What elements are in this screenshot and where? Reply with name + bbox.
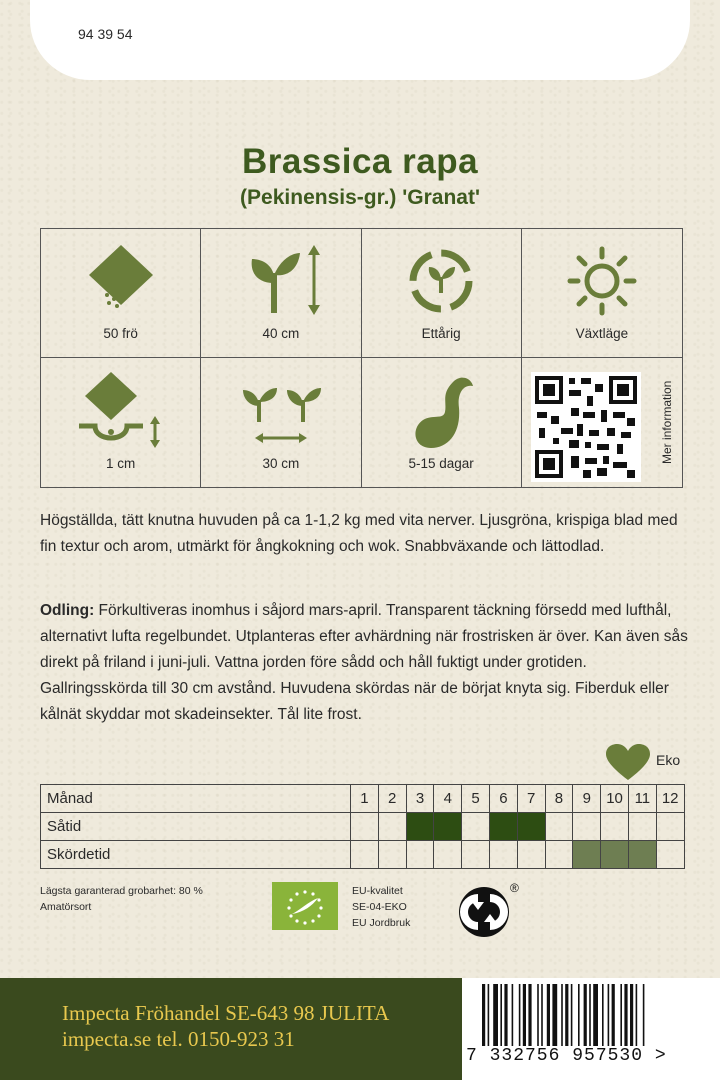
info-cell-lifecycle xyxy=(362,229,522,358)
barcode-bar xyxy=(578,984,580,1046)
harvest-row xyxy=(41,841,685,869)
annual-cycle-icon xyxy=(401,243,481,318)
title-block xyxy=(0,142,720,210)
sun-icon xyxy=(562,243,642,318)
footer-contact xyxy=(62,1000,389,1052)
barcode-bar xyxy=(630,984,633,1046)
barcode-block xyxy=(462,978,720,1080)
calendar-header: Månad xyxy=(41,785,351,813)
barcode-bar xyxy=(565,984,568,1046)
harvest-month-9 xyxy=(573,841,601,869)
barcode-bar xyxy=(512,984,514,1046)
barcode-bar xyxy=(624,984,627,1046)
sowing-month-8 xyxy=(545,813,573,841)
footer-address: Impecta Fröhandel SE-643 98 JULITA xyxy=(62,1001,390,1025)
barcode-icon xyxy=(480,984,680,1046)
article-number: 94 39 54 xyxy=(78,26,133,42)
month-1: 1 xyxy=(351,785,379,813)
sowing-month-6 xyxy=(489,813,517,841)
sowing-month-2 xyxy=(378,813,406,841)
variety-description: Högställda, tätt knutna huvuden på ca 1-1,2 kg med vita nerver. Ljusgröna, krispiga blad med fin textur och arom, utmärkt för ångkokning och wok. Snabbväxande och lättodlad. xyxy=(40,512,678,555)
harvest-month-10 xyxy=(601,841,629,869)
depth-label: 1 cm xyxy=(105,456,136,471)
barcode-bar xyxy=(523,984,526,1046)
seed-packet-icon xyxy=(81,243,161,313)
harvest-month-12 xyxy=(656,841,684,869)
spacing-label: 30 cm xyxy=(262,456,300,471)
plant-spacing-icon xyxy=(231,372,331,452)
harvest-month-5 xyxy=(462,841,490,869)
cultivation-text: Förkultiveras inomhus i såjord mars-april. Transparent täckning försedd med lufthål, alternativt lufta regelbundet. Utplanteras efter avhärdning när frostrisken är över. Kan även sås direkt på friland i juni-juli. Vattna jorden före sådd och håll fuktigt under grotiden. Gallringsskörda till 30 cm avstånd. Huvudena skördas när de börjat knyta sig. Fiberduk eller kålnät skyddar mot skadeinsekter. Tål lite frost. xyxy=(40,602,688,723)
barcode-bar xyxy=(482,984,485,1046)
germination-rate: Lägsta garanterad grobarhet: 80 % xyxy=(40,885,203,897)
cultivation-paragraph xyxy=(40,598,695,728)
barcode-bar xyxy=(593,984,598,1046)
info-cell-depth xyxy=(41,358,201,487)
green-dot-recycle-icon xyxy=(456,880,520,944)
registered-mark: ® xyxy=(510,881,519,895)
sowing-row xyxy=(41,813,685,841)
info-cell-spacing xyxy=(201,358,361,487)
sowing-month-1 xyxy=(351,813,379,841)
sowing-depth-icon xyxy=(71,372,171,452)
sowing-month-10 xyxy=(601,813,629,841)
harvest-month-8 xyxy=(545,841,573,869)
month-7: 7 xyxy=(517,785,545,813)
month-10: 10 xyxy=(601,785,629,813)
harvest-month-3 xyxy=(406,841,434,869)
month-8: 8 xyxy=(545,785,573,813)
calendar-header-row xyxy=(41,785,685,813)
barcode-bar xyxy=(602,984,604,1046)
harvest-month-1 xyxy=(351,841,379,869)
barcode-bar xyxy=(552,984,557,1046)
barcode-bar xyxy=(528,984,531,1046)
barcode-bar xyxy=(519,984,521,1046)
sowing-month-7 xyxy=(517,813,545,841)
info-cell-position xyxy=(522,229,682,358)
sowing-month-4 xyxy=(434,813,462,841)
barcode-bar xyxy=(643,984,645,1046)
sowing-row-label: Såtid xyxy=(41,813,351,841)
barcode-bar xyxy=(493,984,498,1046)
info-icon-grid xyxy=(40,228,683,488)
info-cell-height xyxy=(201,229,361,358)
barcode-bar xyxy=(541,984,543,1046)
month-11: 11 xyxy=(628,785,656,813)
sowing-month-11 xyxy=(628,813,656,841)
qr-code-icon[interactable] xyxy=(531,372,641,482)
eu-quality: EU-kvalitet xyxy=(352,885,403,897)
barcode-bar xyxy=(636,984,638,1046)
barcode-bar xyxy=(547,984,550,1046)
month-9: 9 xyxy=(573,785,601,813)
cultivation-label: Odling: xyxy=(40,602,95,619)
barcode-bar xyxy=(571,984,573,1046)
heart-icon xyxy=(606,744,650,780)
barcode-number: 7 332756 957530 > xyxy=(466,1046,667,1066)
info-cell-germination xyxy=(362,358,522,487)
sowing-month-5 xyxy=(462,813,490,841)
eko-label: Eko xyxy=(656,752,681,768)
barcode-bar xyxy=(620,984,622,1046)
barcode-bar xyxy=(584,984,587,1046)
barcode-bar xyxy=(537,984,539,1046)
month-3: 3 xyxy=(406,785,434,813)
barcode-bar xyxy=(589,984,591,1046)
eu-organic-logo xyxy=(272,882,338,930)
barcode-bar xyxy=(500,984,502,1046)
species-title: Brassica rapa xyxy=(241,142,479,181)
barcode-bar xyxy=(504,984,507,1046)
amateur-variety: Amatörsort xyxy=(40,901,92,913)
harvest-month-6 xyxy=(489,841,517,869)
month-2: 2 xyxy=(378,785,406,813)
harvest-month-4 xyxy=(434,841,462,869)
info-cell-seeds xyxy=(41,229,201,358)
germination-icon xyxy=(401,372,481,452)
barcode-bar xyxy=(608,984,610,1046)
eu-code: SE-04-EKO xyxy=(352,901,407,913)
sowing-month-9 xyxy=(573,813,601,841)
barcode-bar xyxy=(561,984,563,1046)
plant-height-icon xyxy=(236,243,326,318)
info-cell-qr xyxy=(522,358,682,487)
germination-info xyxy=(40,883,203,915)
seed-count-label: 50 frö xyxy=(103,326,138,341)
lifecycle-label: Ettårig xyxy=(421,326,461,341)
qr-caption: Mer information xyxy=(660,380,674,464)
harvest-month-7 xyxy=(517,841,545,869)
barcode-bar xyxy=(488,984,490,1046)
barcode-bar xyxy=(612,984,615,1046)
variety-subtitle: (Pekinensis-gr.) 'Granat' xyxy=(240,186,480,209)
harvest-row-label: Skördetid xyxy=(41,841,351,869)
month-4: 4 xyxy=(434,785,462,813)
month-12: 12 xyxy=(656,785,684,813)
footer-web-phone: impecta.se tel. 0150-923 31 xyxy=(62,1027,295,1051)
harvest-month-2 xyxy=(378,841,406,869)
sowing-month-3 xyxy=(406,813,434,841)
sowing-month-12 xyxy=(656,813,684,841)
eu-agriculture: EU Jordbruk xyxy=(352,917,411,929)
eu-certification xyxy=(352,883,410,931)
month-5: 5 xyxy=(462,785,490,813)
position-label: Växtläge xyxy=(575,326,629,341)
height-label: 40 cm xyxy=(262,326,300,341)
month-6: 6 xyxy=(489,785,517,813)
calendar-table xyxy=(40,784,685,869)
germination-label: 5-15 dagar xyxy=(408,456,474,471)
harvest-month-11 xyxy=(628,841,656,869)
